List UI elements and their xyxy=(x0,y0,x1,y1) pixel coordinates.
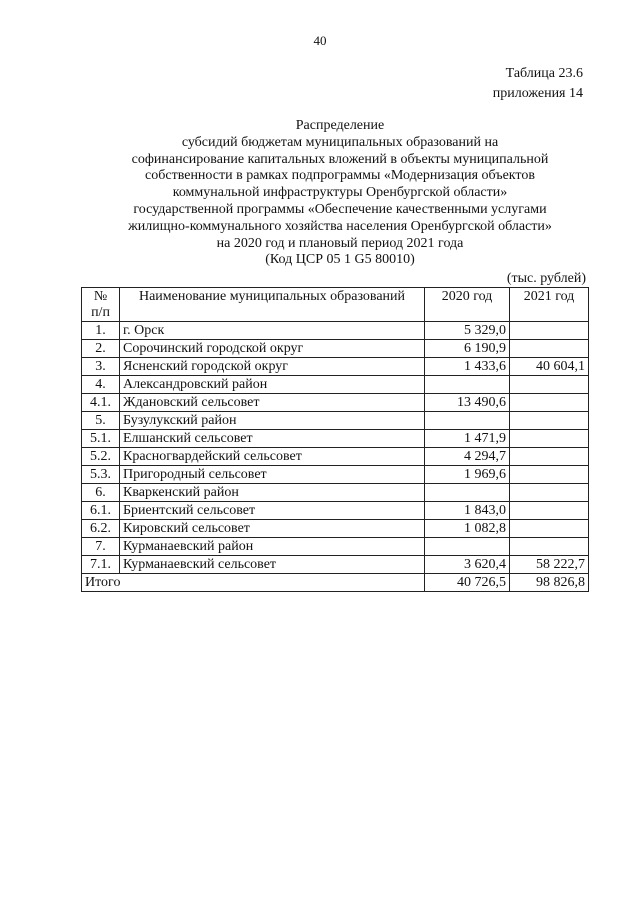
row-value-2021 xyxy=(510,538,589,556)
row-value-2021 xyxy=(510,466,589,484)
row-value-2021 xyxy=(510,448,589,466)
table-row xyxy=(82,358,589,376)
row-number: 5. xyxy=(82,412,120,430)
row-number: 4.1. xyxy=(82,394,120,412)
header-number xyxy=(82,288,120,322)
row-value-2020 xyxy=(425,484,510,502)
table-ref-line2: приложения 14 xyxy=(492,86,583,101)
row-value-2020 xyxy=(425,538,510,556)
row-value-2020: 1 433,6 xyxy=(425,358,510,376)
row-number: 1. xyxy=(82,322,120,340)
total-value-2020: 40 726,5 xyxy=(425,574,510,592)
row-name: Бузулукский район xyxy=(120,412,425,430)
table-header-row xyxy=(82,288,589,322)
row-name: Ждановский сельсовет xyxy=(120,394,425,412)
table-reference xyxy=(493,64,583,104)
row-number: 5.2. xyxy=(82,448,120,466)
row-value-2020 xyxy=(425,376,510,394)
row-number: 7.1. xyxy=(82,556,120,574)
header-2020: 2020 год xyxy=(425,288,510,322)
title-line: субсидий бюджетам муниципальных образований на xyxy=(181,134,499,150)
row-number: 7. xyxy=(82,538,120,556)
table-row xyxy=(82,322,589,340)
title-line: государственной программы «Обеспечение качественными услугами xyxy=(133,201,547,217)
subsidy-table xyxy=(81,287,589,592)
table-row xyxy=(82,340,589,358)
total-label: Итого xyxy=(82,574,425,592)
row-value-2020: 5 329,0 xyxy=(425,322,510,340)
row-value-2021: 40 604,1 xyxy=(510,358,589,376)
row-value-2021 xyxy=(510,502,589,520)
row-number: 5.1. xyxy=(82,430,120,448)
row-value-2021 xyxy=(510,412,589,430)
row-value-2021 xyxy=(510,484,589,502)
row-name: Ясненский городской округ xyxy=(120,358,425,376)
row-value-2020: 6 190,9 xyxy=(425,340,510,358)
row-name: Курманаевский сельсовет xyxy=(120,556,425,574)
row-name: Сорочинский городской округ xyxy=(120,340,425,358)
title-line: жилищно-коммунального хозяйства населения Оренбургской области» xyxy=(128,218,552,234)
total-row xyxy=(82,574,589,592)
title-line: на 2020 год и плановый период 2021 года xyxy=(216,235,464,251)
row-number: 3. xyxy=(82,358,120,376)
table-ref-line1: Таблица 23.6 xyxy=(505,66,583,81)
row-name: Александровский район xyxy=(120,376,425,394)
table-row xyxy=(82,376,589,394)
row-value-2021 xyxy=(510,376,589,394)
header-number-line1: № xyxy=(93,289,108,304)
row-number: 6.1. xyxy=(82,502,120,520)
table-row xyxy=(82,394,589,412)
row-name: Бриентский сельсовет xyxy=(120,502,425,520)
row-value-2020: 3 620,4 xyxy=(425,556,510,574)
table-row xyxy=(82,538,589,556)
title-line: Распределение xyxy=(295,118,385,133)
table-row xyxy=(82,484,589,502)
row-number: 4. xyxy=(82,376,120,394)
row-value-2021 xyxy=(510,394,589,412)
table-row xyxy=(82,430,589,448)
row-name: г. Орск xyxy=(120,322,425,340)
row-name: Елшанский сельсовет xyxy=(120,430,425,448)
units-label: (тыс. рублей) xyxy=(506,271,586,286)
row-value-2020: 1 969,6 xyxy=(425,466,510,484)
row-value-2021 xyxy=(510,322,589,340)
table-row xyxy=(82,520,589,538)
row-name: Кваркенский район xyxy=(120,484,425,502)
row-value-2021 xyxy=(510,340,589,358)
title-line: (Код ЦСР 05 1 G5 80010) xyxy=(265,252,415,268)
row-value-2020: 13 490,6 xyxy=(425,394,510,412)
row-name: Курманаевский район xyxy=(120,538,425,556)
row-name: Красногвардейский сельсовет xyxy=(120,448,425,466)
row-number: 6.2. xyxy=(82,520,120,538)
row-number: 6. xyxy=(82,484,120,502)
table-row xyxy=(82,448,589,466)
row-value-2021: 58 222,7 xyxy=(510,556,589,574)
row-name: Пригородный сельсовет xyxy=(120,466,425,484)
row-value-2020: 1 471,9 xyxy=(425,430,510,448)
table-row xyxy=(82,412,589,430)
table-row xyxy=(82,502,589,520)
table-body xyxy=(82,322,589,592)
row-value-2020: 4 294,7 xyxy=(425,448,510,466)
document-title xyxy=(95,118,585,269)
title-line: коммунальной инфраструктуры Оренбургской области» xyxy=(172,185,508,201)
header-name: Наименование муниципальных образований xyxy=(120,288,425,322)
total-value-2021: 98 826,8 xyxy=(510,574,589,592)
row-value-2020 xyxy=(425,412,510,430)
table-row xyxy=(82,556,589,574)
row-value-2020: 1 843,0 xyxy=(425,502,510,520)
page-number: 40 xyxy=(313,33,327,48)
title-line: собственности в рамках подпрограммы «Модернизация объектов xyxy=(145,168,535,184)
row-number: 2. xyxy=(82,340,120,358)
row-value-2020: 1 082,8 xyxy=(425,520,510,538)
table-row xyxy=(82,466,589,484)
row-name: Кировский сельсовет xyxy=(120,520,425,538)
title-line: софинансирование капитальных вложений в объекты муниципальной xyxy=(131,151,549,167)
header-2021: 2021 год xyxy=(510,288,589,322)
row-number: 5.3. xyxy=(82,466,120,484)
row-value-2021 xyxy=(510,520,589,538)
row-value-2021 xyxy=(510,430,589,448)
header-number-line2: п/п xyxy=(91,305,110,320)
